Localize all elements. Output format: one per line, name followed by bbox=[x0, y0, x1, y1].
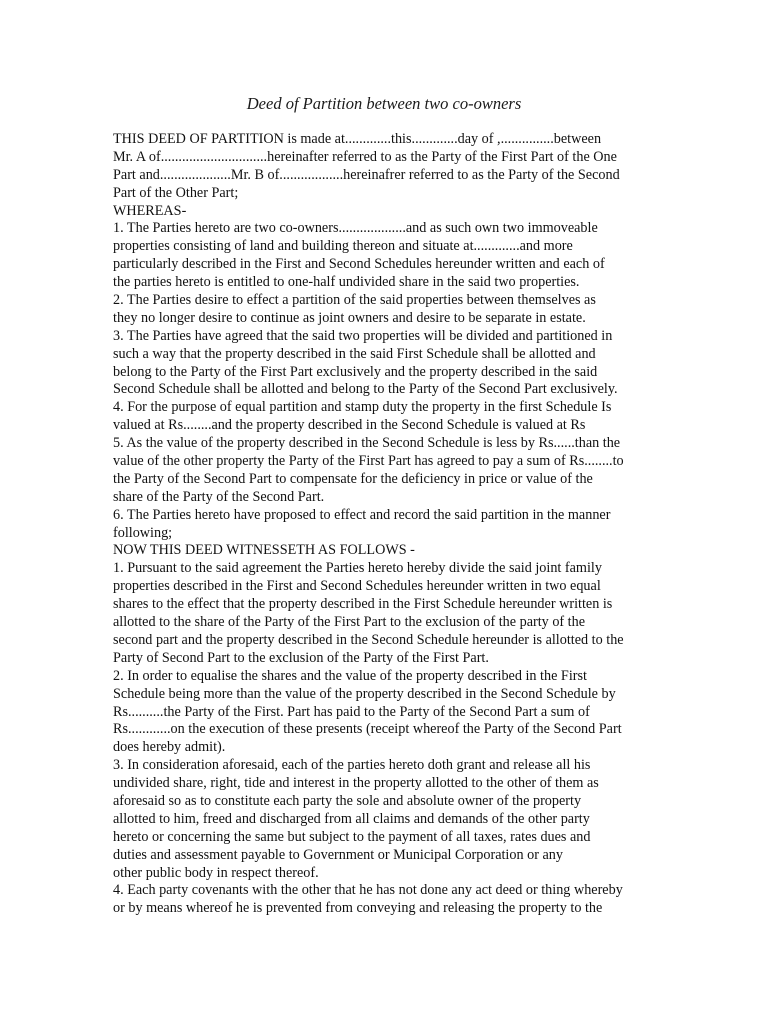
text-line: share of the Party of the Second Part. bbox=[113, 488, 325, 505]
text-line: they no longer desire to continue as joint owners and desire to be separate in estate. bbox=[113, 309, 586, 326]
document-body bbox=[113, 131, 673, 918]
text-line: such a way that the property described in the said First Schedule shall be allotted and bbox=[113, 345, 596, 362]
text-line: 6. The Parties hereto have proposed to effect and record the said partition in the manner bbox=[113, 506, 611, 523]
text-line: 1. Pursuant to the said agreement the Parties hereto hereby divide the said joint family bbox=[113, 560, 602, 577]
text-line: aforesaid so as to constitute each party the sole and absolute owner of the property bbox=[113, 792, 582, 809]
text-line: valued at Rs........and the property described in the Second Schedule is valued at Rs bbox=[113, 417, 586, 434]
text-line: following; bbox=[113, 524, 173, 541]
text-line: 4. Each party covenants with the other that he has not done any act deed or thing whereby bbox=[113, 882, 623, 899]
text-line: undivided share, right, tide and interest in the property allotted to the other of them as bbox=[113, 775, 599, 792]
text-line: particularly described in the First and Second Schedules hereunder written and each of bbox=[113, 256, 605, 273]
text-line: allotted to him, freed and discharged from all claims and demands of the other party bbox=[113, 810, 590, 827]
text-line: 3. In consideration aforesaid, each of the parties hereto doth grant and release all his bbox=[113, 757, 591, 774]
text-line: allotted to the share of the Party of the First Part to the exclusion of the party of the bbox=[113, 614, 586, 631]
text-line: 1. The Parties hereto are two co-owners...................and as such own two immoveable bbox=[113, 220, 598, 237]
text-line: duties and assessment payable to Government or Municipal Corporation or any bbox=[113, 846, 563, 863]
text-line: belong to the Party of the First Part exclusively and the property described in the said bbox=[113, 363, 598, 380]
text-line: other public body in respect thereof. bbox=[113, 864, 319, 881]
text-line: second part and the property described in the Second Schedule hereunder is allotted to the bbox=[113, 631, 624, 648]
text-line: 2. The Parties desire to effect a partition of the said properties between themselves as bbox=[113, 292, 596, 309]
text-line: WHEREAS- bbox=[113, 202, 187, 219]
text-line: Mr. A of..............................hereinafter referred to as the Party of the First Part of the One bbox=[113, 148, 617, 165]
text-line: NOW THIS DEED WITNESSETH AS FOLLOWS - bbox=[113, 542, 415, 559]
text-line: Schedule being more than the value of the property described in the Second Schedule by bbox=[113, 685, 616, 702]
text-line: Part of the Other Part; bbox=[113, 184, 239, 201]
text-line: THIS DEED OF PARTITION is made at.............this.............day of ,...............between bbox=[113, 131, 602, 147]
text-line: Rs............on the execution of these presents (receipt whereof the Party of the Second Part bbox=[113, 721, 622, 738]
text-line: the Party of the Second Part to compensate for the deficiency in price or value of the bbox=[113, 470, 593, 487]
text-line: Second Schedule shall be allotted and belong to the Party of the Second Part exclusively. bbox=[113, 381, 618, 398]
text-line: shares to the effect that the property described in the First Schedule hereunder written is bbox=[113, 596, 613, 613]
text-line: 2. In order to equalise the shares and the value of the property described in the First bbox=[113, 667, 587, 684]
text-line: Party of Second Part to the exclusion of the Party of the First Part. bbox=[113, 649, 489, 666]
text-line: 5. As the value of the property described in the Second Schedule is less by Rs......than the bbox=[113, 435, 621, 452]
text-line: hereto or concerning the same but subject to the payment of all taxes, rates dues and bbox=[113, 828, 591, 845]
text-line: 3. The Parties have agreed that the said two properties will be divided and partitioned in bbox=[113, 327, 613, 344]
text-line: does hereby admit). bbox=[113, 739, 226, 756]
document-title: Deed of Partition between two co-owners bbox=[246, 94, 522, 113]
text-line: Part and....................Mr. B of..................hereinafrer referred to as the Party of the Second bbox=[113, 166, 620, 183]
text-line: the parties hereto is entitled to one-half undivided share in the said two properties. bbox=[113, 274, 580, 291]
text-line: or by means whereof he is prevented from conveying and releasing the property to the bbox=[113, 900, 603, 917]
text-line: value of the other property the Party of the First Part has agreed to pay a sum of Rs........to bbox=[113, 453, 624, 470]
text-line: Rs..........the Party of the First. Part has paid to the Party of the Second Part a sum of bbox=[113, 703, 590, 720]
text-line: properties consisting of land and building thereon and situate at.............and more bbox=[113, 238, 573, 255]
text-line: 4. For the purpose of equal partition and stamp duty the property in the first Schedule Is bbox=[113, 399, 612, 416]
text-line: properties described in the First and Second Schedules hereunder written in two equal bbox=[113, 578, 601, 595]
